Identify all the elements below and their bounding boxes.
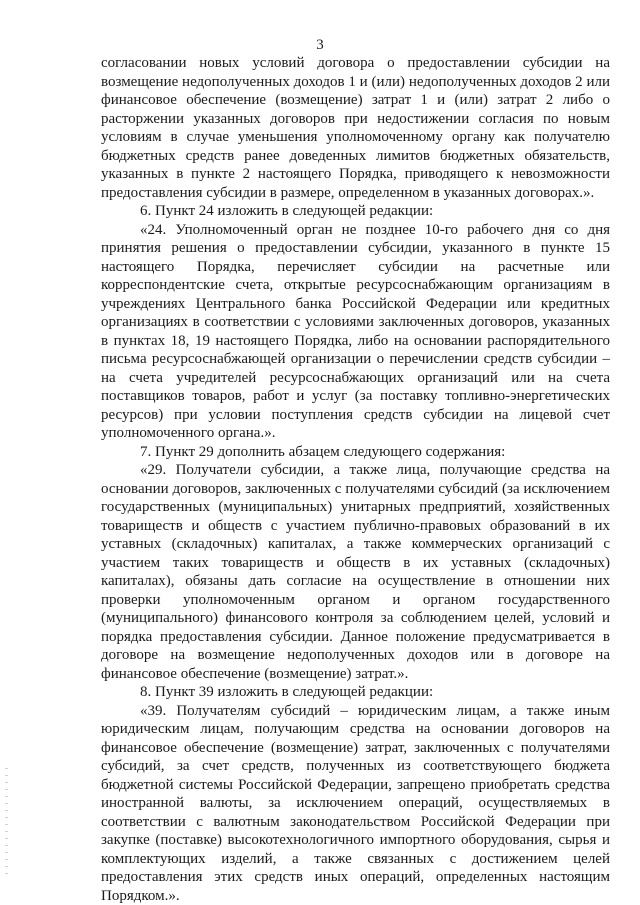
quoted-clause-29: «29. Получатели субсидии, а также лица, получающие средства на основании договоров, заключенных с получателями субсидий (за исключением государственных (муниципальных) унитарных предприятий, хозяйственных товариществ и обществ с участием публично-правовых образований в их уставных (складочных) капиталах, а также коммерческих организаций с участием таких товариществ и обществ в их уставных (складочных) капиталах), обязаны дать согласие на осуществление в отношении них проверки уполномоченным органом и органом государственного (муниципального) финансового контроля за соблюдением целей, условий и порядка предоставления субсидии. Данное положение предусматривается в договоре на возмещение недополученных доходов или в договоре на финансовое обеспечение (возмещение) затрат.». xyxy=(101,462,610,682)
quoted-clause-39: «39. Получателям субсидий – юридическим лицам, а также иным юридическим лицам, получающим средства на основании договоров на финансовое обеспечение (возмещение) затрат, заключенных с получателями субсидий, за счет средств, полученных из соответствующего бюджета бюджетной системы Российской Федерации, запрещено приобретать средства иностранной валюты, за исключением операций, осуществляемых в соответствии с валютным законодательством Российской Федерации при закупке (поставке) высокотехнологичного импортного оборудования, сырья и комплектующих изделий, а также связанных с достижением целей предоставления этих средств иных операций, определенных настоящим Порядком.». xyxy=(101,702,610,904)
document-body xyxy=(101,54,610,905)
scan-edge-marks xyxy=(5,768,8,878)
paragraph-continuation: согласовании новых условий договора о предоставлении субсидии на возмещение недополученных доходов 1 и (или) недополученных доходов 2 или финансовое обеспечение (возмещение) затрат 1 и (или) затрат 2 либо о расторжении указанных договоров при недостижении согласия по новым условиям в случае уменьшения уполномоченному органу как получателю бюджетных средств ранее доведенных лимитов бюджетных обязательств, указанных в пункте 2 настоящего Порядка, приводящего к невозможности предоставления субсидии в размере, определенном в указанных договорах.». xyxy=(101,55,610,201)
amendment-item-7: 7. Пункт 29 дополнить абзацем следующего содержания: xyxy=(140,443,506,460)
page-number: 3 xyxy=(316,37,324,53)
amendment-item-6: 6. Пункт 24 изложить в следующей редакции: xyxy=(140,203,434,219)
amendment-item-8: 8. Пункт 39 изложить в следующей редакции: xyxy=(140,684,434,700)
quoted-clause-24: «24. Уполномоченный орган не позднее 10-го рабочего дня со дня принятия решения о предоставлении субсидии, указанного в пункте 15 настоящего Порядка, перечисляет субсидии на расчетные или корреспондентские счета, открытые ресурсоснабжающим организациям в учреждениях Центрального банка Российской Федерации или кредитных организациях в соответствии с условиями заключенных договоров, указанных в пунктах 18, 19 настоящего Порядка, либо на основании распорядительного письма ресурсоснабжающей организации о перечислении средств субсидии – на счета учредителей ресурсоснабжающих организаций или на счета поставщиков товаров, работ и услуг (за поставку топливно-энергетических ресурсов) при условии поступления средств субсидии на лицевой счет уполномоченного органа.». xyxy=(101,221,610,441)
